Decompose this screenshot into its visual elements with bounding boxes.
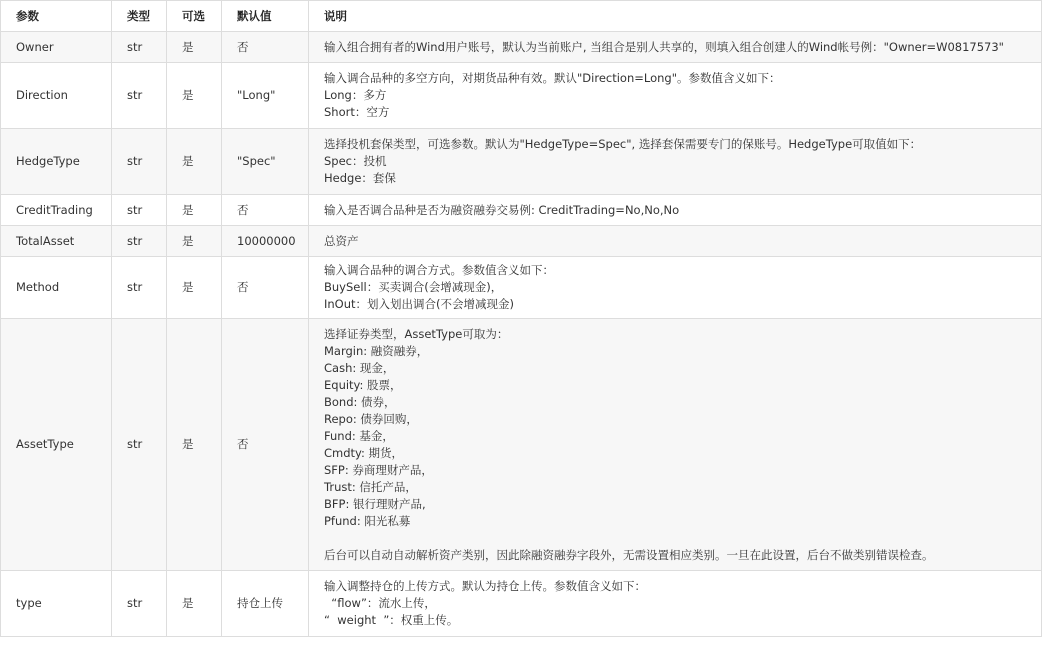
description-line: SFP: 券商理财产品， — [324, 462, 433, 477]
description-line: 选择证券类型，AssetType可取为： — [324, 326, 509, 341]
cell-description — [309, 63, 1042, 129]
description-line: Equity: 股票， — [324, 377, 402, 392]
cell-default: "Long" — [222, 63, 309, 129]
description-line: 输入调合品种的多空方向，对期货品种有效。默认"Direction=Long"。参数值含义如下： — [324, 71, 781, 85]
cell-optional: 是 — [167, 226, 222, 257]
description-line: BuySell：买卖调合(会增减现金)， — [324, 280, 503, 294]
description-line: 输入组合拥有者的Wind用户账号，默认为当前账户, 当组合是别人共享的，则填入组合创建人的Wind帐号例："Owner=W0817573" — [324, 39, 1004, 54]
cell-optional: 是 — [167, 63, 222, 129]
table-row — [1, 32, 1042, 63]
cell-type: str — [112, 63, 167, 129]
table-row — [1, 129, 1042, 195]
cell-description — [309, 571, 1042, 637]
cell-param: CreditTrading — [1, 195, 112, 226]
cell-default: 10000000 — [222, 226, 309, 257]
cell-default: 否 — [222, 319, 309, 571]
cell-param: Owner — [1, 32, 112, 63]
cell-default: 否 — [222, 257, 309, 319]
cell-type: str — [112, 257, 167, 319]
table-row — [1, 571, 1042, 637]
cell-description — [309, 226, 1042, 257]
description-line: Long：多方 — [324, 88, 387, 102]
cell-type: str — [112, 195, 167, 226]
cell-default: 否 — [222, 32, 309, 63]
cell-optional: 是 — [167, 195, 222, 226]
description-line: BFP: 银行理财产品, — [324, 496, 426, 511]
description-line: Repo: 债券回购， — [324, 411, 418, 426]
cell-description — [309, 32, 1042, 63]
table-row — [1, 63, 1042, 129]
header-type: 类型 — [112, 1, 167, 32]
cell-optional: 是 — [167, 32, 222, 63]
cell-param: TotalAsset — [1, 226, 112, 257]
header-row — [1, 1, 1042, 32]
cell-default: 否 — [222, 195, 309, 226]
description-line: Short：空方 — [324, 105, 390, 119]
description-line: Cash: 现金， — [324, 360, 395, 375]
table-row — [1, 257, 1042, 319]
table-row — [1, 195, 1042, 226]
cell-optional: 是 — [167, 571, 222, 637]
cell-type: str — [112, 571, 167, 637]
description-line: Trust: 信托产品， — [324, 479, 417, 494]
description-line: 总资产 — [324, 233, 359, 248]
description-line: 选择投机套保类型，可选参数。默认为"HedgeType=Spec", 选择套保需要专门的保账号。HedgeType可取值如下： — [324, 137, 922, 151]
cell-param: Direction — [1, 63, 112, 129]
description-line: “flow”：流水上传， — [324, 596, 436, 610]
description-line: 输入调合品种的调合方式。参数值含义如下： — [324, 263, 554, 277]
cell-default: "Spec" — [222, 129, 309, 195]
cell-description — [309, 257, 1042, 319]
description-line: Hedge：套保 — [324, 171, 396, 185]
table-row — [1, 319, 1042, 571]
description-line: Margin: 融资融券， — [324, 343, 429, 358]
description-line: Spec：投机 — [324, 154, 387, 168]
cell-description — [309, 319, 1042, 571]
table-body — [1, 32, 1042, 637]
cell-optional: 是 — [167, 319, 222, 571]
header-description: 说明 — [309, 1, 1042, 32]
header-param: 参数 — [1, 1, 112, 32]
cell-type: str — [112, 226, 167, 257]
cell-description — [309, 195, 1042, 226]
header-default: 默认值 — [222, 1, 309, 32]
description-line: Fund: 基金， — [324, 428, 394, 443]
cell-type: str — [112, 32, 167, 63]
cell-type: str — [112, 319, 167, 571]
cell-param: Method — [1, 257, 112, 319]
header-optional: 可选 — [167, 1, 222, 32]
description-line — [324, 530, 1041, 547]
description-line: “ weight ”：权重上传。 — [324, 613, 459, 627]
cell-param: HedgeType — [1, 129, 112, 195]
description-line: 输入是否调合品种是否为融资融券交易例: CreditTrading=No,No,No — [324, 202, 680, 217]
description-line: 后台可以自动自动解析资产类别，因此除融资融券字段外，无需设置相应类别。一旦在此设置，后台不做类别错误检查。 — [324, 547, 934, 562]
table-row — [1, 226, 1042, 257]
description-line: Pfund: 阳光私募 — [324, 513, 411, 528]
cell-optional: 是 — [167, 129, 222, 195]
cell-default: 持仓上传 — [222, 571, 309, 637]
cell-type: str — [112, 129, 167, 195]
description-line: 输入调整持仓的上传方式。默认为持仓上传。参数值含义如下： — [324, 579, 646, 593]
cell-param: AssetType — [1, 319, 112, 571]
cell-param: type — [1, 571, 112, 637]
description-line: Cmdty: 期货， — [324, 445, 404, 460]
description-line: InOut：划入划出调合(不会增减现金) — [324, 297, 515, 311]
cell-description — [309, 129, 1042, 195]
cell-optional: 是 — [167, 257, 222, 319]
description-line: Bond: 债券， — [324, 394, 396, 409]
